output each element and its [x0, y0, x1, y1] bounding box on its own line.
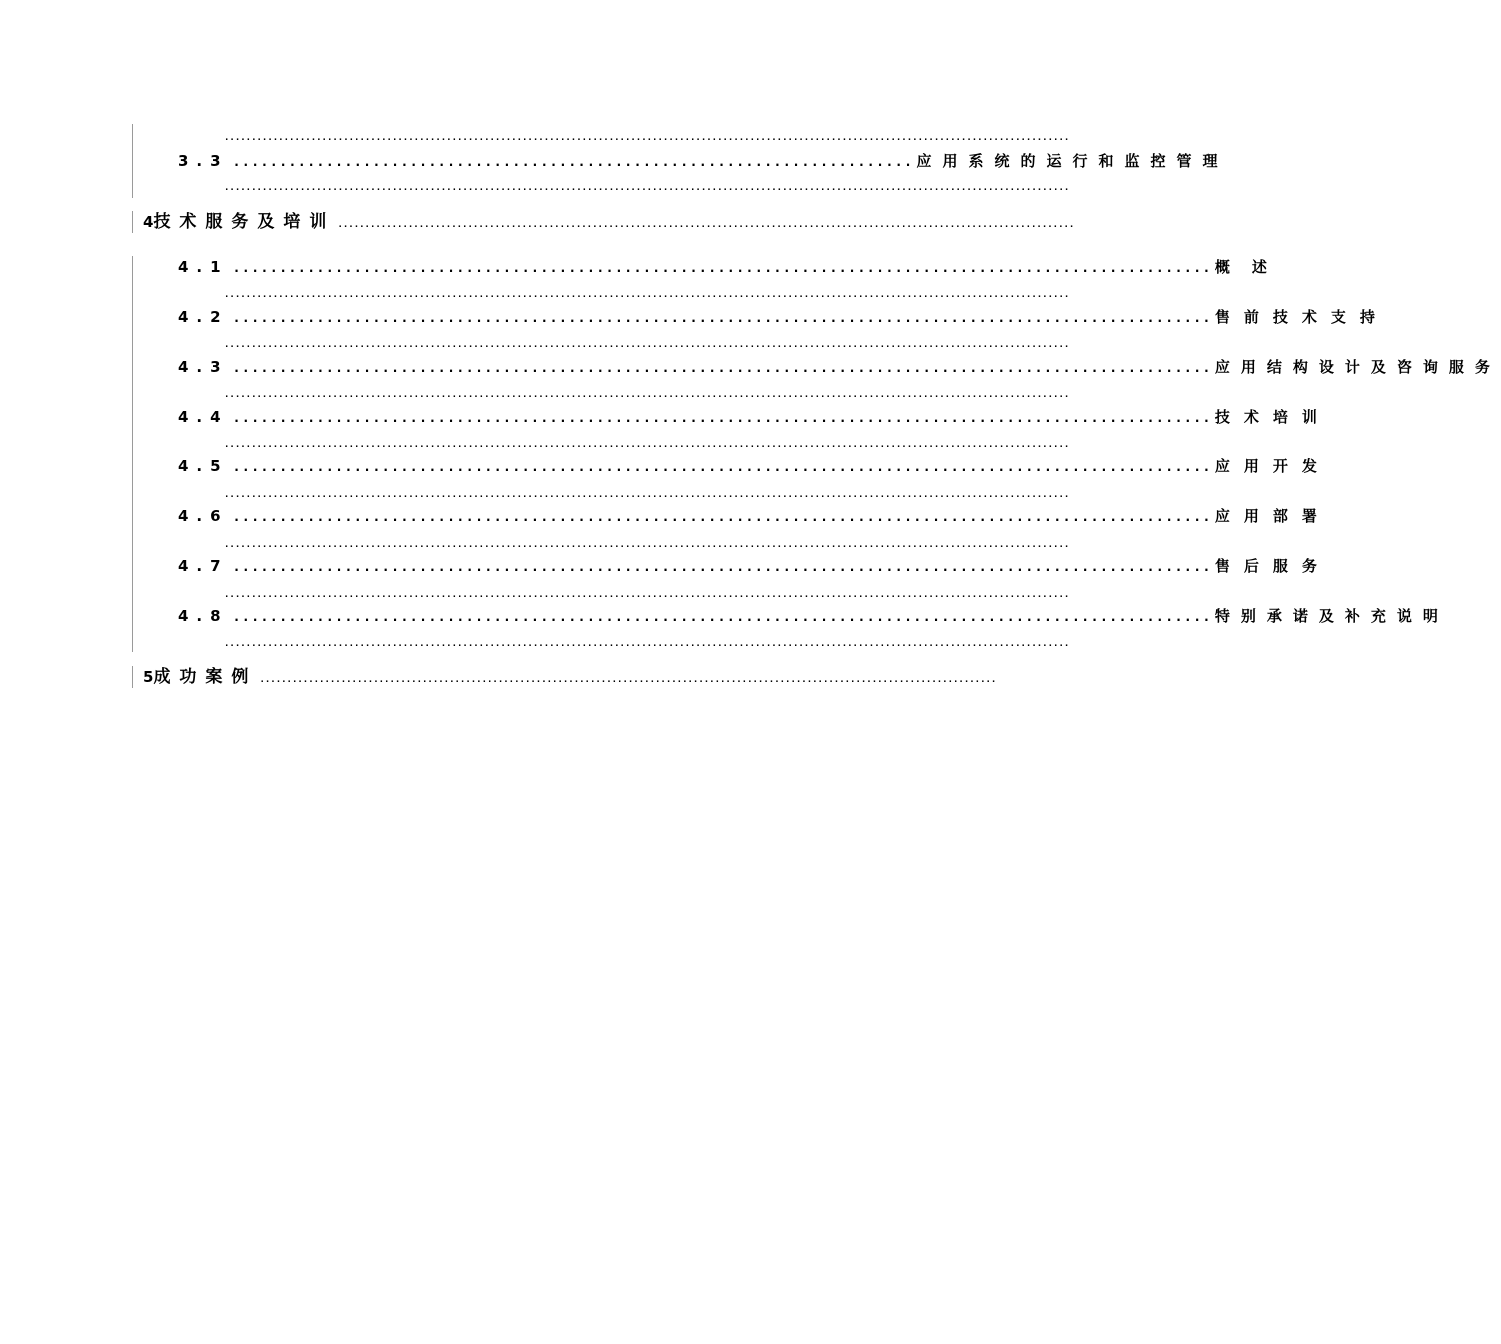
entry-number: 4.3 [178, 358, 229, 376]
entry-number: 4.7 [178, 557, 229, 575]
dot-leader: ......................................................................................................... [232, 311, 1212, 326]
toc-entry-4-2[interactable] [178, 307, 1389, 327]
margin-bar [132, 666, 133, 688]
entry-title: 应用部署 [1214, 507, 1331, 525]
dot-leader: ......................................................................................................... [232, 460, 1212, 475]
toc-entry-4-6[interactable] [178, 506, 1331, 526]
dot-leader: ............................................................................................................................................................ [224, 440, 1070, 450]
margin-bar [132, 211, 133, 233]
chapter-number: 5 [143, 668, 154, 686]
toc-entry-4-1[interactable] [178, 257, 1289, 277]
dot-leader: ............................................................................................................................................................ [224, 390, 1070, 400]
toc-entry-4-3[interactable] [178, 357, 1501, 377]
dot-leader: ........................................................................................................................................ [337, 220, 1075, 230]
dot-leader: ............................................................................................................................................................ [224, 133, 1070, 143]
chapter-title: 成功案例 [153, 667, 258, 687]
entry-title: 概述 [1214, 258, 1289, 276]
chapter-number: 4 [143, 213, 154, 231]
dot-leader: ......................................................................................................... [232, 261, 1212, 276]
entry-number: 4.4 [178, 408, 229, 426]
chapter-title: 技术服务及培训 [153, 212, 336, 232]
entry-title: 售前技术支持 [1214, 308, 1389, 326]
entry-number: 4.8 [178, 607, 229, 625]
dot-leader: ........................................................................................................................................ [259, 675, 997, 685]
entry-title: 技术培训 [1214, 408, 1331, 426]
dot-leader: ............................................................................................................................................................ [224, 340, 1070, 350]
dot-leader: ............................................................................................................................................................ [224, 290, 1070, 300]
dot-leader: ............................................................................................................................................................ [224, 490, 1070, 500]
toc-entry-3-3[interactable] [178, 151, 1229, 171]
entry-title: 售后服务 [1214, 557, 1331, 575]
entry-number: 4.2 [178, 308, 229, 326]
dot-leader: ......................................................................................................... [232, 560, 1212, 575]
dot-leader: ......................................................................................................... [232, 510, 1212, 525]
dot-leader: ............................................................................................................................................................ [224, 540, 1070, 550]
dot-leader: ......................................................................................................... [232, 411, 1212, 426]
dot-leader: ............................................................................................................................................................ [224, 183, 1070, 193]
toc-entry-4-4[interactable] [178, 407, 1331, 427]
dot-leader: ......................................................................................................... [232, 610, 1212, 625]
toc-entry-4-7[interactable] [178, 556, 1331, 576]
entry-number: 4.6 [178, 507, 229, 525]
entry-title: 应用开发 [1214, 457, 1331, 475]
entry-number: 4.1 [178, 258, 229, 276]
entry-title: 应用结构设计及咨询服务 [1214, 358, 1501, 376]
toc-entry-4-8[interactable] [178, 606, 1449, 626]
toc-chapter-5[interactable] [143, 665, 997, 689]
toc-chapter-4[interactable] [143, 210, 1075, 234]
entry-number: 4.5 [178, 457, 229, 475]
entry-title: 特别承诺及补充说明 [1214, 607, 1449, 625]
entry-title: 应用系统的运行和监控管理 [916, 152, 1229, 170]
entry-number: 3.3 [178, 152, 229, 170]
margin-bar [132, 124, 133, 198]
dot-leader: ............................................................................................................................................................ [224, 639, 1070, 649]
dot-leader: ......................................................................... [232, 155, 914, 170]
dot-leader: ......................................................................................................... [232, 361, 1212, 376]
toc-entry-4-5[interactable] [178, 456, 1331, 476]
dot-leader: ............................................................................................................................................................ [224, 590, 1070, 600]
margin-bar [132, 256, 133, 652]
